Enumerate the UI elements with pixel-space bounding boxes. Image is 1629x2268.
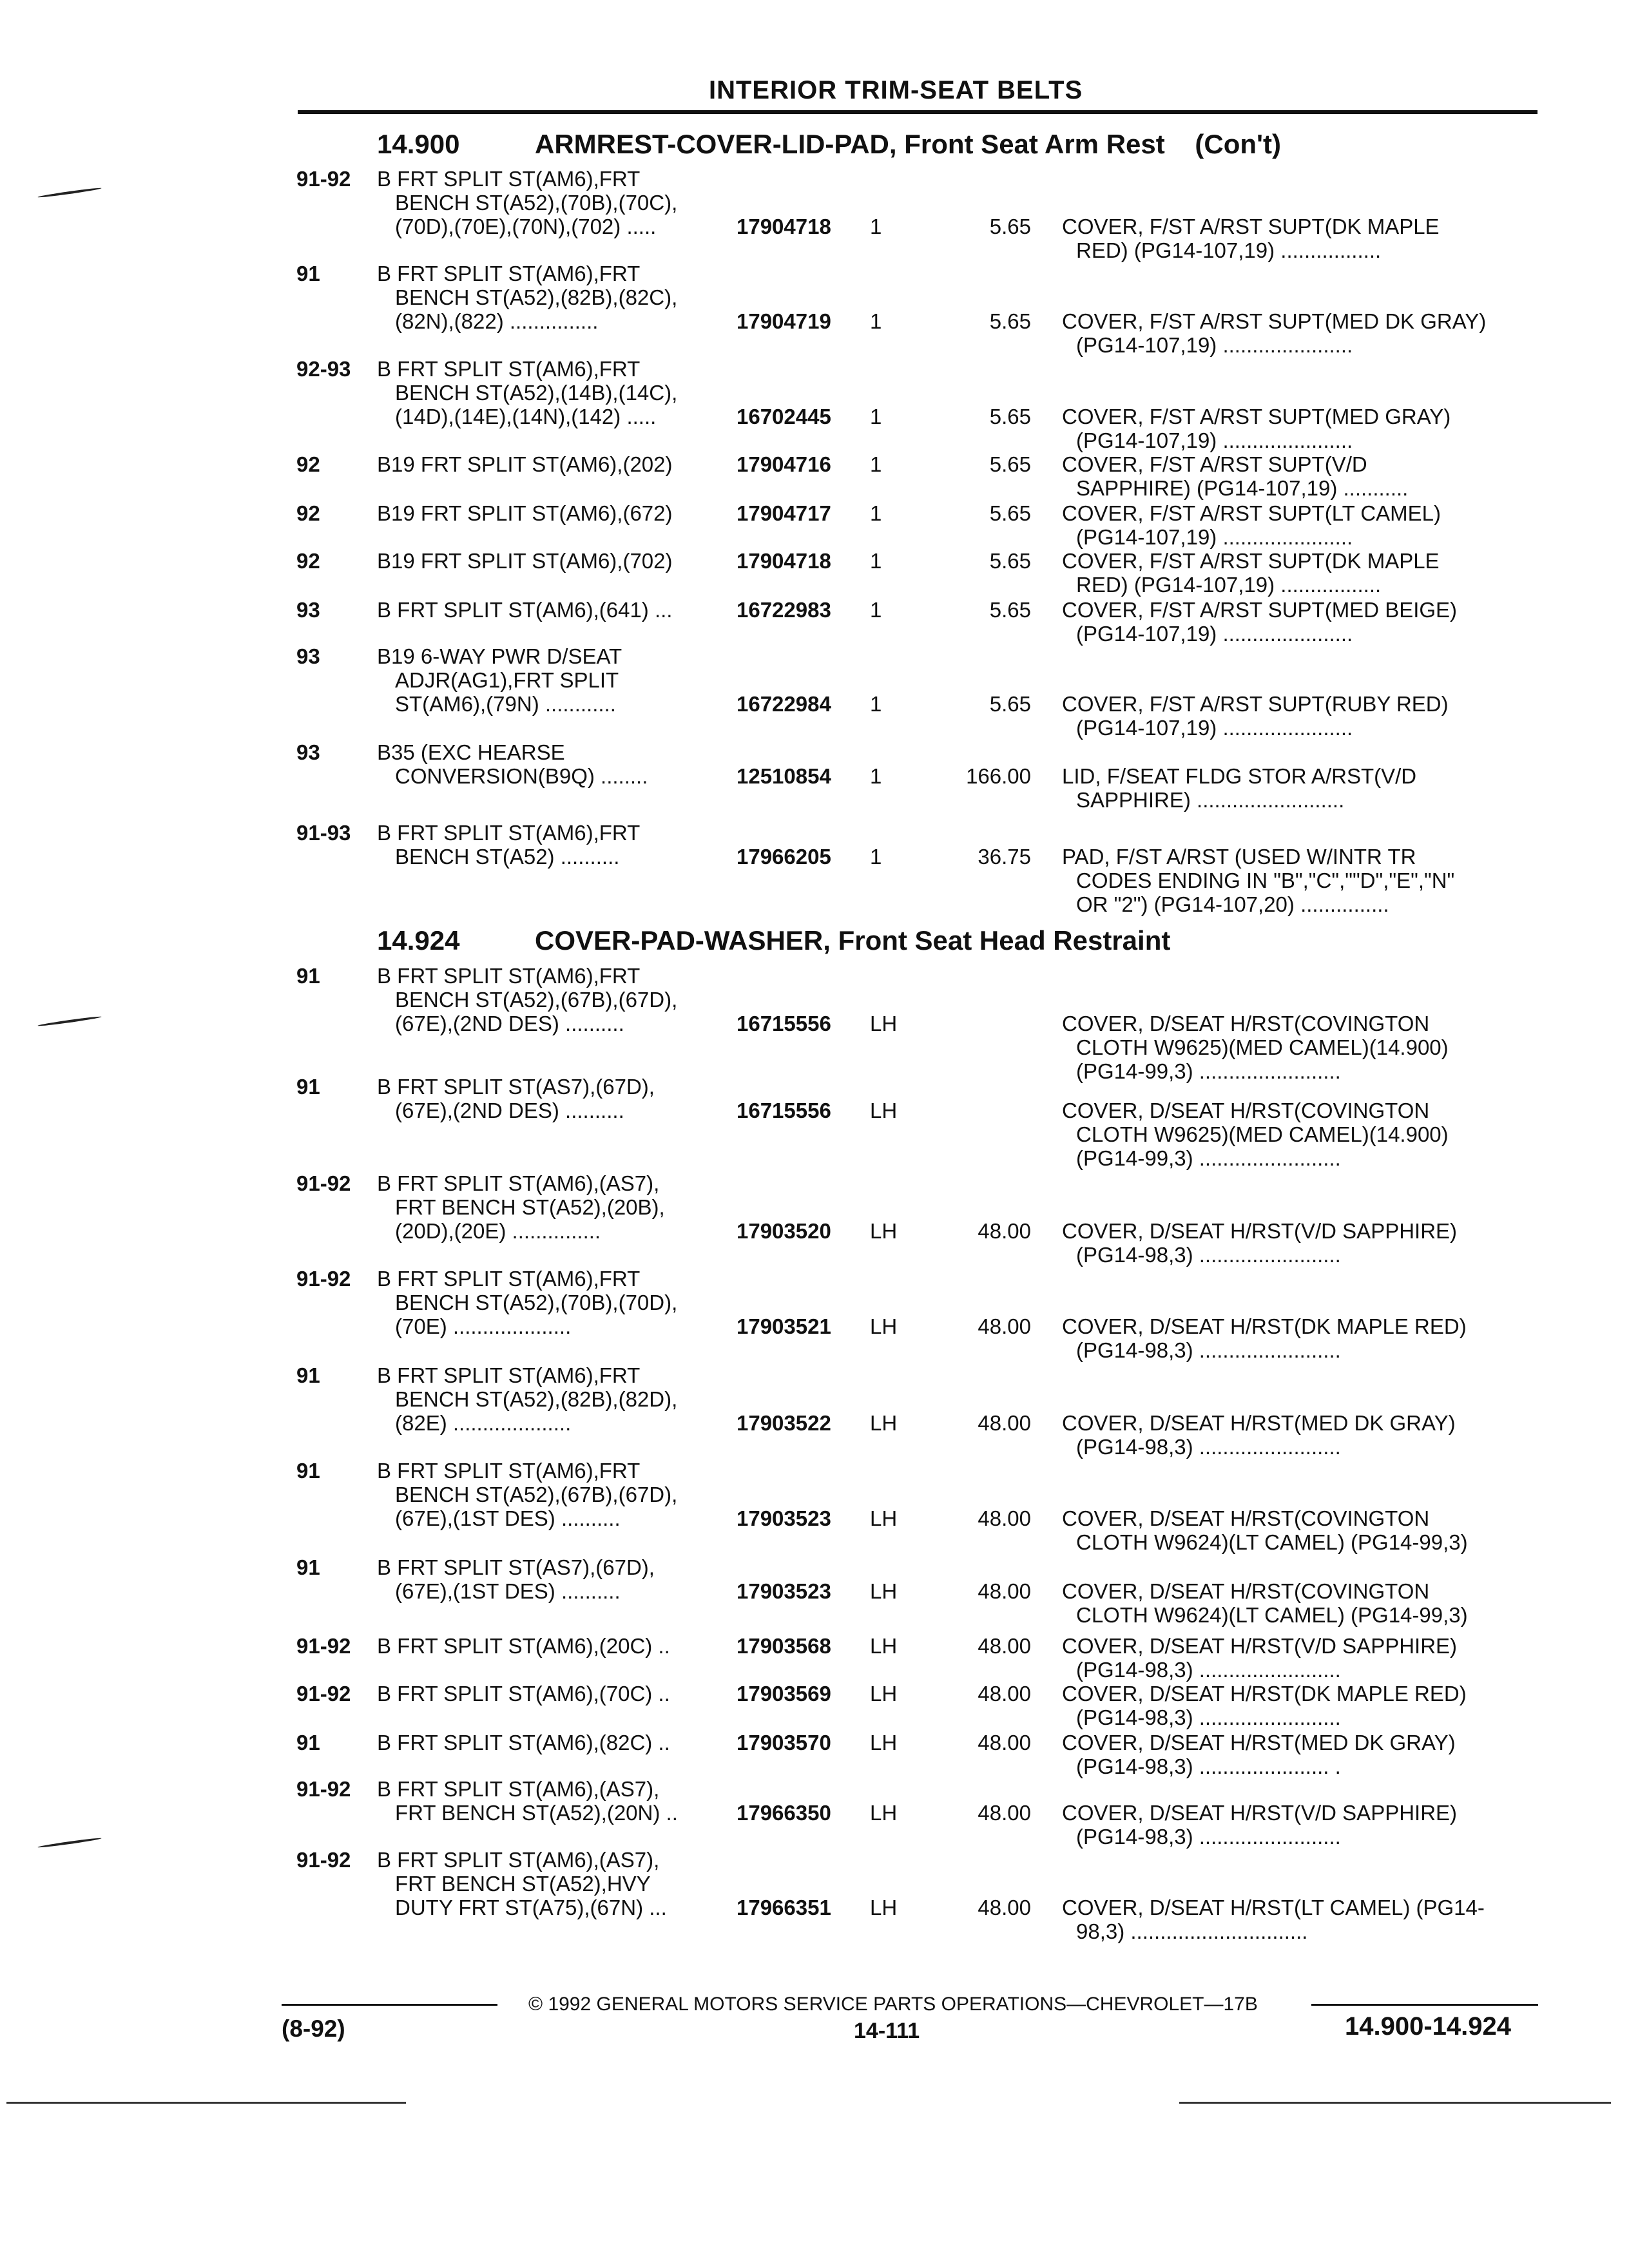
part-name-line: COVER, D/SEAT H/RST(COVINGTON <box>1062 1506 1430 1530</box>
part-name-line: COVER, D/SEAT H/RST(DK MAPLE RED) <box>1062 1314 1467 1338</box>
usage-description <box>377 1171 725 1243</box>
part-name-line: (PG14-107,19) ...................... <box>1076 525 1353 549</box>
usage-line: B FRT SPLIT ST(AM6),FRT <box>377 1363 641 1387</box>
price: 48.00 <box>978 1314 1031 1338</box>
model-year: 92-93 <box>296 357 351 381</box>
part-name-line: CLOTH W9624)(LT CAMEL) (PG14-99,3) <box>1076 1530 1468 1554</box>
part-name-line: RED) (PG14-107,19) ................. <box>1076 573 1382 597</box>
part-name-line: COVER, F/ST A/RST SUPT(MED GRAY) <box>1062 405 1451 428</box>
usage-description <box>377 1075 725 1122</box>
usage-description <box>377 1634 725 1658</box>
part-name <box>1062 1411 1536 1459</box>
quantity: 1 <box>870 309 882 333</box>
usage-line: B FRT SPLIT ST(AM6),FRT <box>377 1267 641 1291</box>
part-number: 17903523 <box>737 1506 831 1530</box>
price: 5.65 <box>989 215 1031 238</box>
usage-line: DUTY FRT ST(A75),(67N) ... <box>395 1896 667 1919</box>
usage-line: (20D),(20E) ............... <box>395 1219 601 1243</box>
usage-line: B19 FRT SPLIT ST(AM6),(672) <box>377 501 673 525</box>
model-year: 91-93 <box>296 821 351 845</box>
part-number: 17903521 <box>737 1314 831 1338</box>
model-year: 91-92 <box>296 1267 351 1291</box>
quantity: 1 <box>870 764 882 788</box>
part-name-line: COVER, D/SEAT H/RST(COVINGTON <box>1062 1012 1430 1035</box>
model-year: 91 <box>296 1731 320 1754</box>
model-year: 91-92 <box>296 167 351 191</box>
part-name-line: COVER, D/SEAT H/RST(COVINGTON <box>1062 1099 1430 1122</box>
part-number: 17903520 <box>737 1219 831 1243</box>
usage-description <box>377 1848 725 1919</box>
part-name-line: COVER, D/SEAT H/RST(V/D SAPPHIRE) <box>1062 1634 1458 1658</box>
usage-description <box>377 167 725 238</box>
part-number: 17903570 <box>737 1731 831 1754</box>
usage-description <box>377 644 725 716</box>
usage-line: BENCH ST(A52) .......... <box>395 845 620 869</box>
usage-description <box>377 501 725 525</box>
usage-line: B FRT SPLIT ST(AM6),(20C) .. <box>377 1634 670 1658</box>
part-name-line: COVER, D/SEAT H/RST(MED DK GRAY) <box>1062 1731 1456 1754</box>
usage-line: (67E),(1ST DES) .......... <box>395 1506 621 1530</box>
footer-copyright: © 1992 GENERAL MOTORS SERVICE PARTS OPERATIONS—CHEVROLET—17B <box>528 1994 1258 2015</box>
part-name-line: COVER, D/SEAT H/RST(COVINGTON <box>1062 1579 1430 1603</box>
footer-range: 14.900-14.924 <box>1345 2012 1512 2041</box>
scan-edge-line <box>6 2102 406 2104</box>
usage-line: B19 FRT SPLIT ST(AM6),(702) <box>377 549 673 573</box>
quantity: LH <box>870 1801 898 1825</box>
usage-line: B FRT SPLIT ST(AM6),FRT <box>377 167 641 191</box>
punch-mark <box>37 1015 102 1027</box>
part-name-line: COVER, F/ST A/RST SUPT(V/D <box>1062 452 1367 476</box>
quantity: LH <box>870 1411 898 1435</box>
price: 48.00 <box>978 1634 1031 1658</box>
part-name-line: OR "2") (PG14-107,20) ............... <box>1076 892 1389 916</box>
part-name-line: (PG14-107,19) ...................... <box>1076 622 1353 646</box>
usage-description <box>377 1682 725 1706</box>
part-name-line: (PG14-98,3) ........................ <box>1076 1243 1341 1267</box>
part-name <box>1062 215 1536 262</box>
part-name-line: COVER, F/ST A/RST SUPT(DK MAPLE <box>1062 549 1440 573</box>
usage-line: B FRT SPLIT ST(AM6),FRT <box>377 821 641 845</box>
usage-line: B35 (EXC HEARSE <box>377 740 565 764</box>
part-name <box>1062 845 1536 916</box>
quantity: LH <box>870 1314 898 1338</box>
usage-description <box>377 357 725 428</box>
part-name-line: COVER, D/SEAT H/RST(V/D SAPPHIRE) <box>1062 1219 1458 1243</box>
usage-line: B FRT SPLIT ST(AM6),FRT <box>377 964 641 988</box>
footer-date: (8-92) <box>282 2015 345 2042</box>
quantity: 1 <box>870 501 882 525</box>
section-heading <box>377 925 1170 956</box>
part-name <box>1062 1801 1536 1849</box>
part-name-line: PAD, F/ST A/RST (USED W/INTR TR <box>1062 845 1416 869</box>
part-name <box>1062 692 1536 740</box>
part-number: 17966350 <box>737 1801 831 1825</box>
price: 5.65 <box>989 405 1031 428</box>
usage-line: BENCH ST(A52),(14B),(14C), <box>395 381 678 405</box>
part-name-line: CLOTH W9625)(MED CAMEL)(14.900) <box>1076 1122 1449 1146</box>
usage-line: FRT BENCH ST(A52),(20N) .. <box>395 1801 678 1825</box>
section-suffix: (Con't) <box>1195 129 1282 159</box>
usage-line: FRT BENCH ST(A52),(20B), <box>395 1195 665 1219</box>
part-number: 17904719 <box>737 309 831 333</box>
model-year: 91-92 <box>296 1777 351 1801</box>
part-name-line: COVER, F/ST A/RST SUPT(LT CAMEL) <box>1062 501 1441 525</box>
usage-description <box>377 821 725 869</box>
usage-description <box>377 1459 725 1530</box>
part-name <box>1062 452 1536 500</box>
part-name-line: (PG14-98,3) ........................ <box>1076 1338 1341 1362</box>
usage-line: BENCH ST(A52),(82B),(82C), <box>395 285 678 309</box>
usage-description <box>377 452 725 476</box>
part-name-line: (PG14-99,3) ........................ <box>1076 1059 1341 1083</box>
price: 166.00 <box>966 764 1031 788</box>
price: 48.00 <box>978 1682 1031 1706</box>
section-title: COVER-PAD-WASHER, Front Seat Head Restraint <box>535 925 1171 956</box>
usage-line: B19 6-WAY PWR D/SEAT <box>377 644 622 668</box>
part-name-line: (PG14-107,19) ...................... <box>1076 428 1353 452</box>
usage-line: B FRT SPLIT ST(AM6),(70C) .. <box>377 1682 670 1706</box>
usage-line: BENCH ST(A52),(82B),(82D), <box>395 1387 678 1411</box>
part-name-line: COVER, F/ST A/RST SUPT(DK MAPLE <box>1062 215 1440 238</box>
part-name-line: (PG14-98,3) ........................ <box>1076 1825 1341 1849</box>
part-number: 17904718 <box>737 549 831 573</box>
quantity: 1 <box>870 845 882 869</box>
part-name-line: COVER, F/ST A/RST SUPT(MED BEIGE) <box>1062 598 1458 622</box>
price: 48.00 <box>978 1896 1031 1919</box>
usage-line: ADJR(AG1),FRT SPLIT <box>395 668 619 692</box>
price: 36.75 <box>978 845 1031 869</box>
usage-line: BENCH ST(A52),(70B),(70C), <box>395 191 678 215</box>
price: 5.65 <box>989 309 1031 333</box>
part-name <box>1062 1314 1536 1362</box>
model-year: 92 <box>296 549 320 573</box>
usage-line: B FRT SPLIT ST(AM6),(AS7), <box>377 1777 660 1801</box>
part-name-line: COVER, D/SEAT H/RST(V/D SAPPHIRE) <box>1062 1801 1458 1825</box>
price: 5.65 <box>989 501 1031 525</box>
usage-description <box>377 1731 725 1754</box>
part-number: 17903569 <box>737 1682 831 1706</box>
quantity: LH <box>870 1634 898 1658</box>
usage-description <box>377 549 725 573</box>
part-number: 17966351 <box>737 1896 831 1919</box>
model-year: 91 <box>296 1363 320 1387</box>
part-number: 16722984 <box>737 692 831 716</box>
model-year: 91 <box>296 964 320 988</box>
quantity: LH <box>870 1682 898 1706</box>
part-name <box>1062 1099 1536 1170</box>
part-number: 17904717 <box>737 501 831 525</box>
usage-line: (14D),(14E),(14N),(142) ..... <box>395 405 657 428</box>
header-rule <box>298 110 1537 114</box>
usage-description <box>377 964 725 1035</box>
usage-line: B FRT SPLIT ST(AM6),FRT <box>377 262 641 285</box>
usage-description <box>377 1363 725 1435</box>
part-name-line: (PG14-99,3) ........................ <box>1076 1146 1341 1170</box>
price: 48.00 <box>978 1731 1031 1754</box>
usage-line: (82E) .................... <box>395 1411 572 1435</box>
part-name-line: (PG14-98,3) ........................ <box>1076 1658 1341 1682</box>
part-number: 17904718 <box>737 215 831 238</box>
section-number: 14.900 <box>377 129 460 159</box>
part-number: 16715556 <box>737 1099 831 1122</box>
section-heading <box>377 129 1281 160</box>
usage-line: BENCH ST(A52),(67B),(67D), <box>395 988 678 1012</box>
model-year: 91-92 <box>296 1848 351 1872</box>
part-name <box>1062 501 1536 549</box>
part-name-line: 98,3) .............................. <box>1076 1919 1308 1943</box>
usage-line: (82N),(822) ............... <box>395 309 599 333</box>
scan-edge-line <box>1179 2102 1611 2104</box>
usage-line: BENCH ST(A52),(70B),(70D), <box>395 1291 678 1314</box>
model-year: 93 <box>296 740 320 764</box>
part-name-line: SAPPHIRE) (PG14-107,19) ........... <box>1076 476 1409 500</box>
model-year: 91-92 <box>296 1682 351 1706</box>
quantity: 1 <box>870 598 882 622</box>
usage-line: BENCH ST(A52),(67B),(67D), <box>395 1483 678 1506</box>
part-name-line: (PG14-107,19) ...................... <box>1076 716 1353 740</box>
part-name-line: COVER, D/SEAT H/RST(DK MAPLE RED) <box>1062 1682 1467 1706</box>
page-header-title: INTERIOR TRIM-SEAT BELTS <box>709 76 1083 104</box>
usage-line: B FRT SPLIT ST(AM6),(82C) .. <box>377 1731 670 1754</box>
usage-line: B FRT SPLIT ST(AM6),FRT <box>377 1459 641 1483</box>
part-number: 17966205 <box>737 845 831 869</box>
quantity: LH <box>870 1506 898 1530</box>
quantity: 1 <box>870 452 882 476</box>
part-number: 17904716 <box>737 452 831 476</box>
model-year: 93 <box>296 644 320 668</box>
section-title: ARMREST-COVER-LID-PAD, Front Seat Arm Rest <box>535 129 1165 159</box>
usage-description <box>377 1555 725 1603</box>
section-number: 14.924 <box>377 925 460 956</box>
usage-description <box>377 1267 725 1338</box>
model-year: 91 <box>296 262 320 285</box>
price: 5.65 <box>989 598 1031 622</box>
model-year: 91-92 <box>296 1171 351 1195</box>
part-number: 16722983 <box>737 598 831 622</box>
part-name-line: SAPPHIRE) ......................... <box>1076 788 1345 812</box>
quantity: LH <box>870 1731 898 1754</box>
price: 48.00 <box>978 1411 1031 1435</box>
price: 48.00 <box>978 1506 1031 1530</box>
usage-line: B19 FRT SPLIT ST(AM6),(202) <box>377 452 673 476</box>
usage-line: ST(AM6),(79N) ............ <box>395 692 616 716</box>
part-name-line: COVER, D/SEAT H/RST(LT CAMEL) (PG14- <box>1062 1896 1485 1919</box>
price: 48.00 <box>978 1219 1031 1243</box>
usage-line: (67E),(2ND DES) .......... <box>395 1099 624 1122</box>
model-year: 92 <box>296 452 320 476</box>
part-name-line: CLOTH W9624)(LT CAMEL) (PG14-99,3) <box>1076 1603 1468 1627</box>
model-year: 93 <box>296 598 320 622</box>
part-name-line: LID, F/SEAT FLDG STOR A/RST(V/D <box>1062 764 1417 788</box>
part-name <box>1062 1506 1536 1554</box>
usage-line: B FRT SPLIT ST(AM6),FRT <box>377 357 641 381</box>
part-name <box>1062 1682 1536 1729</box>
part-number: 12510854 <box>737 764 831 788</box>
usage-description <box>377 598 725 622</box>
part-number: 17903568 <box>737 1634 831 1658</box>
usage-line: B FRT SPLIT ST(AM6),(AS7), <box>377 1171 660 1195</box>
usage-line: (67E),(1ST DES) .......... <box>395 1579 621 1603</box>
quantity: 1 <box>870 215 882 238</box>
part-number: 16715556 <box>737 1012 831 1035</box>
usage-line: (70E) .................... <box>395 1314 572 1338</box>
price: 48.00 <box>978 1801 1031 1825</box>
part-name <box>1062 549 1536 597</box>
part-number: 17903522 <box>737 1411 831 1435</box>
model-year: 91 <box>296 1555 320 1579</box>
part-name-line: COVER, F/ST A/RST SUPT(RUBY RED) <box>1062 692 1449 716</box>
part-name <box>1062 309 1536 357</box>
part-name-line: CLOTH W9625)(MED CAMEL)(14.900) <box>1076 1035 1449 1059</box>
usage-line: B FRT SPLIT ST(AM6),(641) ... <box>377 598 673 622</box>
footer-rule-right <box>1311 2004 1538 2006</box>
part-name <box>1062 1012 1536 1083</box>
model-year: 91-92 <box>296 1634 351 1658</box>
model-year: 92 <box>296 501 320 525</box>
usage-line: (70D),(70E),(70N),(702) ..... <box>395 215 657 238</box>
part-name <box>1062 1896 1536 1943</box>
usage-line: (67E),(2ND DES) .......... <box>395 1012 624 1035</box>
part-name <box>1062 598 1536 646</box>
usage-line: CONVERSION(B9Q) ........ <box>395 764 648 788</box>
price: 5.65 <box>989 549 1031 573</box>
usage-line: FRT BENCH ST(A52),HVY <box>395 1872 651 1896</box>
part-name <box>1062 1219 1536 1267</box>
punch-mark <box>37 187 102 198</box>
footer-rule-left <box>282 2004 497 2006</box>
part-number: 17903523 <box>737 1579 831 1603</box>
model-year: 91 <box>296 1459 320 1483</box>
part-name <box>1062 1579 1536 1627</box>
usage-line: B FRT SPLIT ST(AS7),(67D), <box>377 1075 655 1099</box>
quantity: LH <box>870 1896 898 1919</box>
part-name-line: COVER, D/SEAT H/RST(MED DK GRAY) <box>1062 1411 1456 1435</box>
quantity: LH <box>870 1099 898 1122</box>
quantity: 1 <box>870 405 882 428</box>
part-name-line: (PG14-107,19) ...................... <box>1076 333 1353 357</box>
usage-line: B FRT SPLIT ST(AS7),(67D), <box>377 1555 655 1579</box>
part-name <box>1062 1634 1536 1682</box>
price: 48.00 <box>978 1579 1031 1603</box>
usage-description <box>377 262 725 333</box>
part-name-line: COVER, F/ST A/RST SUPT(MED DK GRAY) <box>1062 309 1487 333</box>
price: 5.65 <box>989 452 1031 476</box>
part-name-line: (PG14-98,3) ........................ <box>1076 1435 1341 1459</box>
quantity: LH <box>870 1012 898 1035</box>
model-year: 91 <box>296 1075 320 1099</box>
punch-mark <box>37 1837 102 1849</box>
price: 5.65 <box>989 692 1031 716</box>
usage-line: B FRT SPLIT ST(AM6),(AS7), <box>377 1848 660 1872</box>
part-number: 16702445 <box>737 405 831 428</box>
part-name <box>1062 405 1536 452</box>
quantity: LH <box>870 1219 898 1243</box>
part-name-line: (PG14-98,3) ........................ <box>1076 1706 1341 1729</box>
quantity: LH <box>870 1579 898 1603</box>
quantity: 1 <box>870 692 882 716</box>
part-name <box>1062 1731 1536 1778</box>
part-name-line: CODES ENDING IN "B","C",""D","E","N" <box>1076 869 1455 892</box>
footer-page-number: 14-111 <box>854 2019 920 2043</box>
usage-description <box>377 740 725 788</box>
quantity: 1 <box>870 549 882 573</box>
part-name-line: (PG14-98,3) ...................... . <box>1076 1754 1341 1778</box>
part-name <box>1062 764 1536 812</box>
part-name-line: RED) (PG14-107,19) ................. <box>1076 238 1382 262</box>
usage-description <box>377 1777 725 1825</box>
